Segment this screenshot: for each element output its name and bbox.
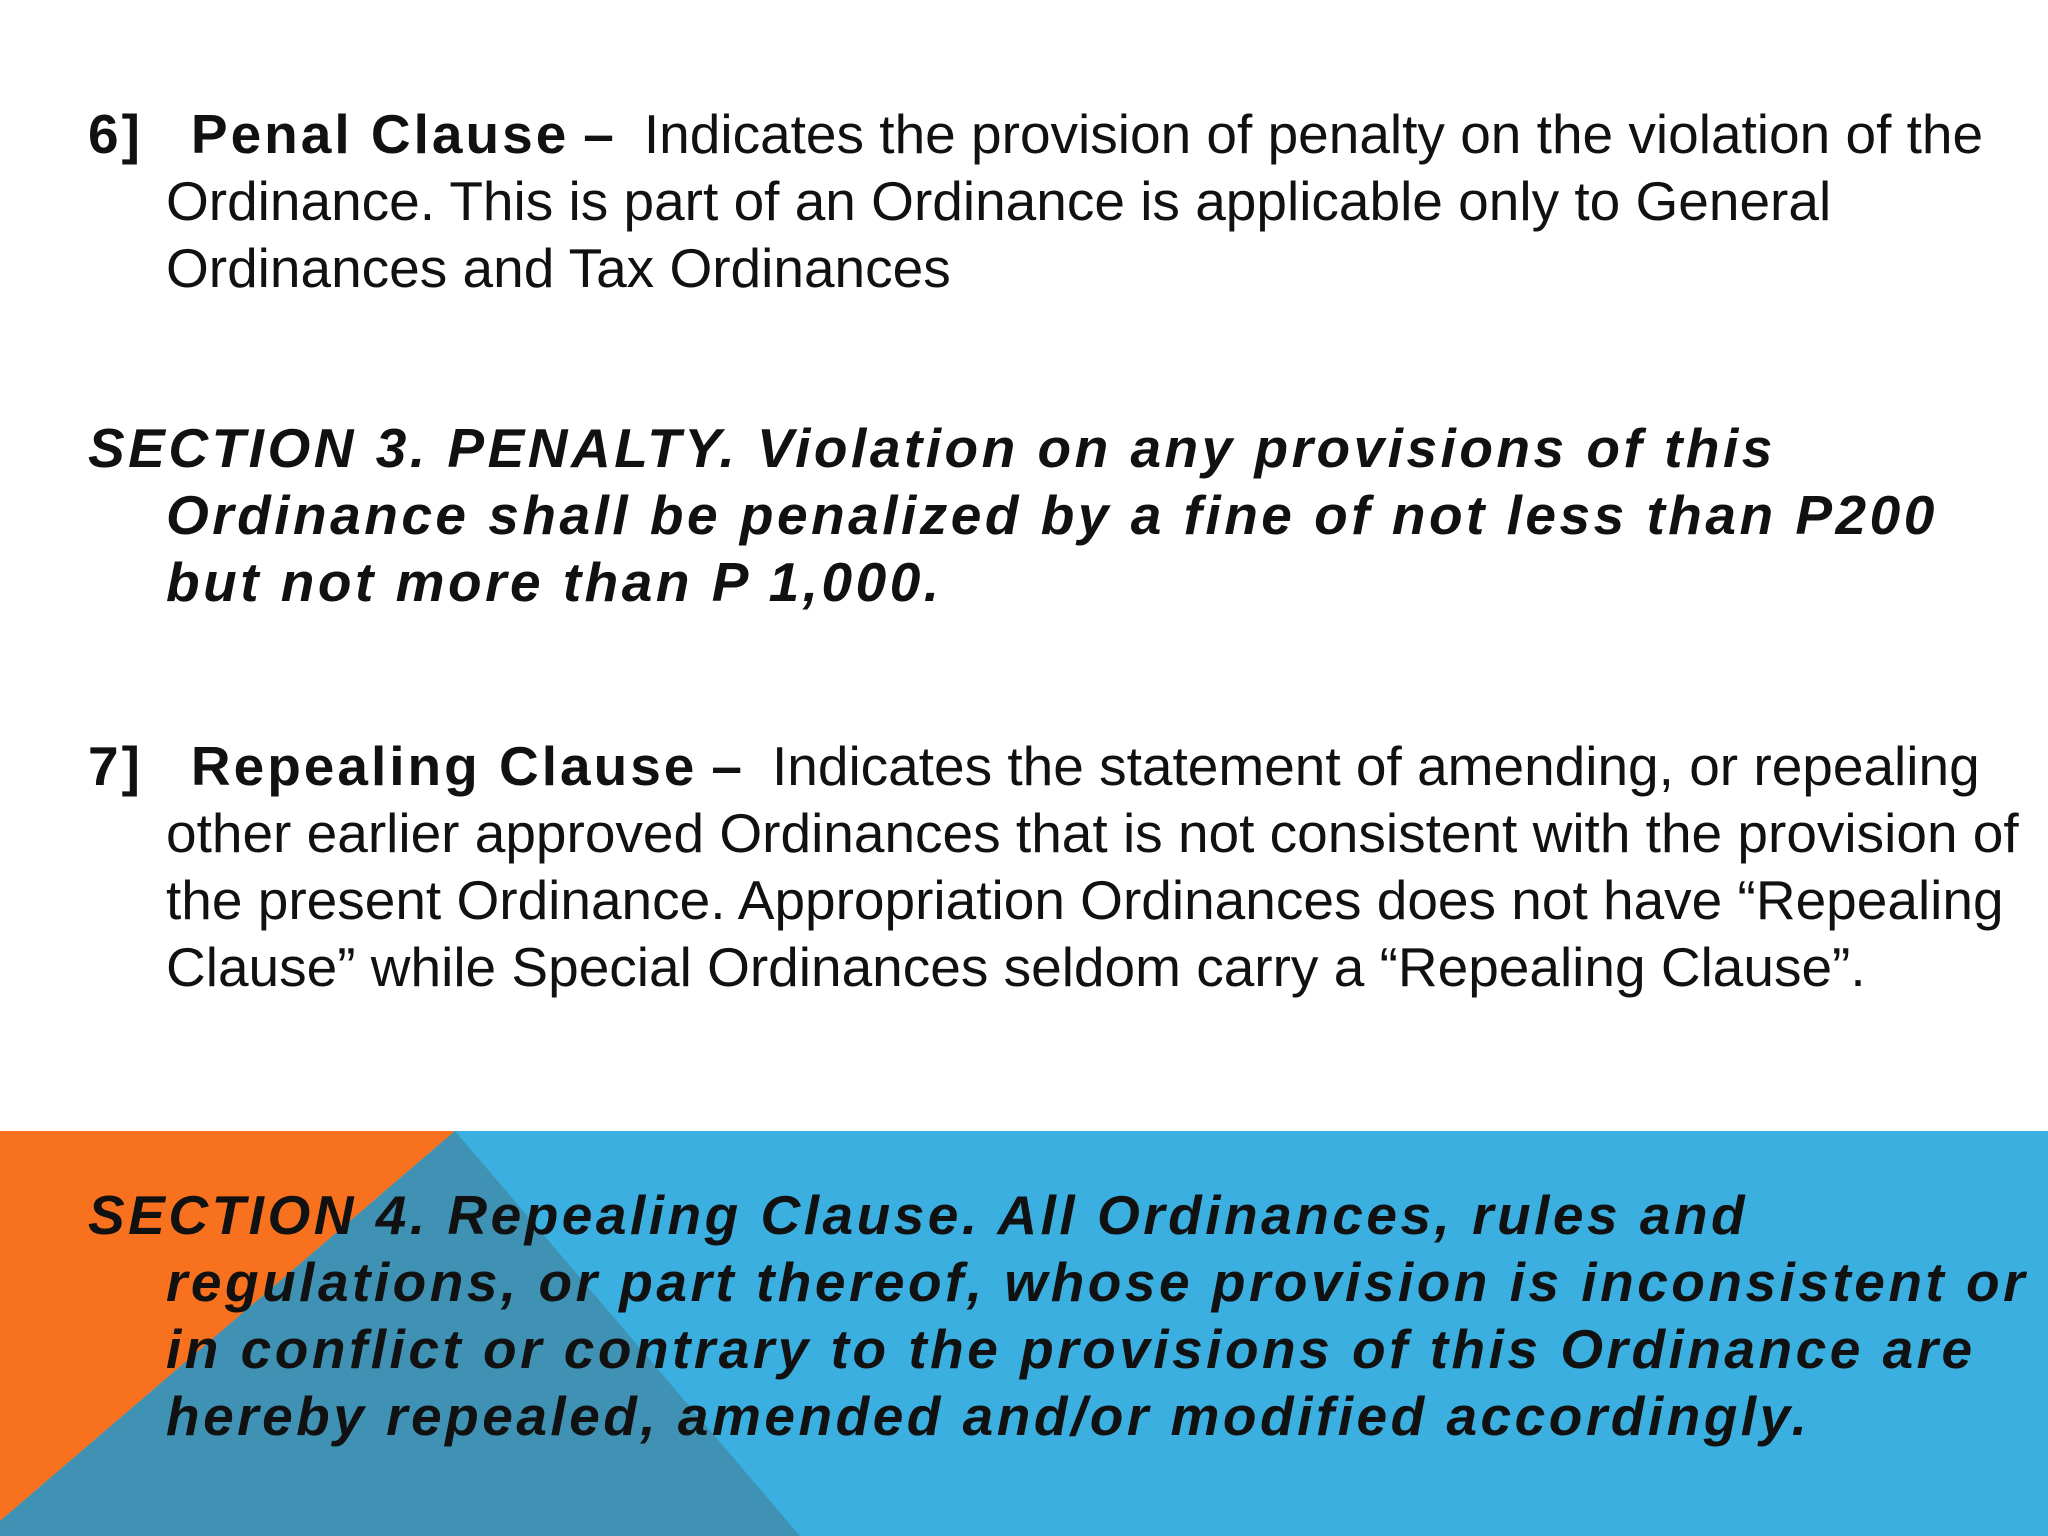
section-4-repealing-text: SECTION 4. Repealing Clause. All Ordinances, rules and regulations, or part thereof, whose provision is inconsistent or in conflict or contrary to the provisions of this Ordinance are hereby repealed, amended and/or modified accordingly. [88,1184,2029,1447]
clause-term: Penal Clause [190,103,570,165]
item-number: 7] [88,735,143,797]
section-3-penalty-text: SECTION 3. PENALTY. Violation on any provisions of this Ordinance shall be penalized by a fine of not less than P200 but not more than P 1,000. [88,417,1938,613]
clause-term: Repealing Clause [190,735,698,797]
dash-separator: – [583,103,614,165]
dash-separator: – [711,735,742,797]
clause-description: Indicates the provision of penalty on the violation of the Ordinance. This is part of an Ordinance is applicable only to General Ordinances and Tax Ordinances [166,103,1984,299]
penal-clause-paragraph [88,101,2048,302]
clause-description: Indicates the statement of amending, or repealing other earlier approved Ordinances that is not consistent with the provision of the present Ordinance. Appropriation Ordinances does not have “Repealing Clause” while Special Ordinances seldom carry a “Repealing Clause”. [166,735,2019,998]
item-number: 6] [88,103,143,165]
repealing-clause-paragraph [88,733,2048,1001]
